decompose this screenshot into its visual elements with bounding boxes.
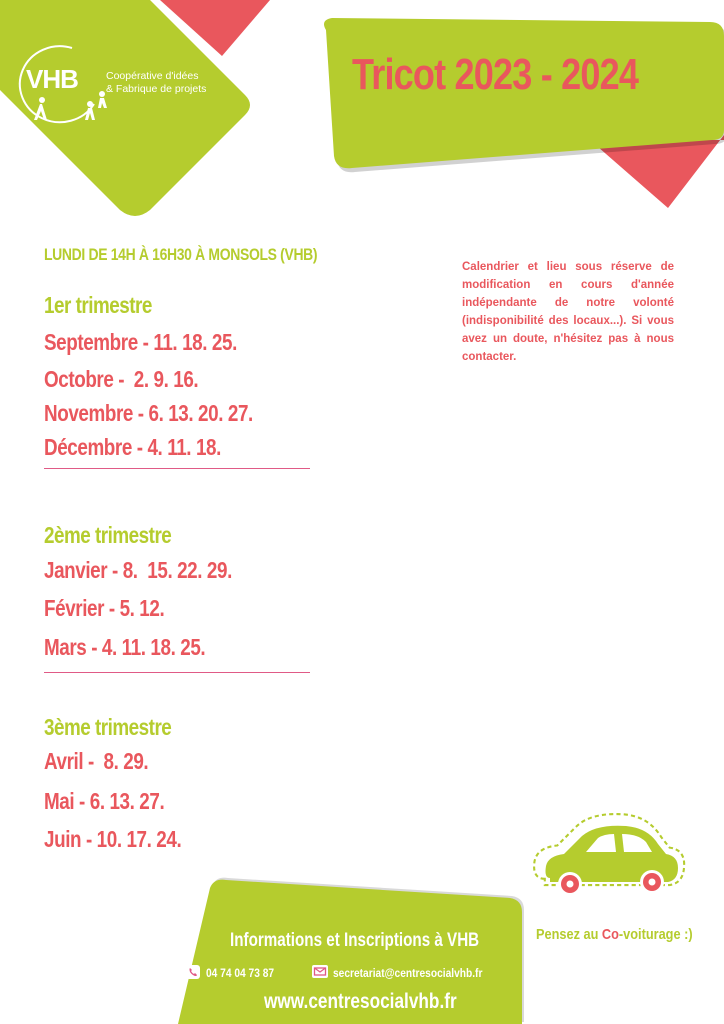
month-december: Décembre - 4. 11. 18.: [44, 434, 221, 460]
month-november: Novembre - 6. 13. 20. 27.: [44, 400, 253, 426]
month-september: Septembre - 11. 18. 25.: [44, 329, 237, 355]
logo-tagline-line1: Coopérative d'idées: [106, 70, 199, 82]
month-march: Mars - 4. 11. 18. 25.: [44, 634, 206, 660]
footer-heading: Informations et Inscriptions à VHB: [230, 930, 480, 951]
month-october: Octobre - 2. 9. 16.: [44, 366, 199, 392]
carpool-prefix: Pensez au: [536, 926, 602, 943]
footer-email[interactable]: secretariat@centresocialvhb.fr: [333, 966, 483, 980]
month-june: Juin - 10. 17. 24.: [44, 826, 182, 852]
carpool-highlight: Co: [601, 926, 619, 943]
footer-website[interactable]: www.centresocialvhb.fr: [264, 990, 457, 1013]
month-may: Mai - 6. 13. 27.: [44, 788, 165, 814]
logo-text: VHB: [26, 64, 78, 94]
month-april: Avril - 8. 29.: [44, 748, 149, 774]
schedule-heading: LUNDI DE 14H À 16H30 À MONSOLS (VHB): [44, 245, 318, 264]
footer-phone[interactable]: 04 74 04 73 87: [206, 966, 275, 980]
logo-tagline-line2: & Fabrique de projets: [106, 83, 207, 95]
notice-text: Calendrier et lieu sous réserve de modification en cours d'année indépendante de notre volonté (indisponibilité des locaux...). Si vous avez un doute, n'hésitez pas à nous contacter.: [462, 261, 674, 363]
car-icon: [530, 812, 690, 912]
divider: [44, 672, 310, 673]
page-title: Tricot 2023 - 2024: [352, 50, 639, 99]
trimester-2-title: 2ème trimestre: [44, 522, 172, 548]
phone-icon: [186, 965, 200, 979]
divider: [44, 468, 310, 469]
month-february: Février - 5. 12.: [44, 595, 165, 621]
trimester-1-title: 1er trimestre: [44, 292, 152, 318]
carpool-suffix: -voiturage :): [618, 926, 693, 943]
logo-tagline: [106, 70, 206, 96]
month-january: Janvier - 8. 15. 22. 29.: [44, 557, 232, 583]
vhb-logo: [12, 42, 107, 126]
carpool-message: [536, 926, 693, 943]
envelope-icon: [312, 965, 328, 978]
trimester-3-title: 3ème trimestre: [44, 714, 172, 740]
